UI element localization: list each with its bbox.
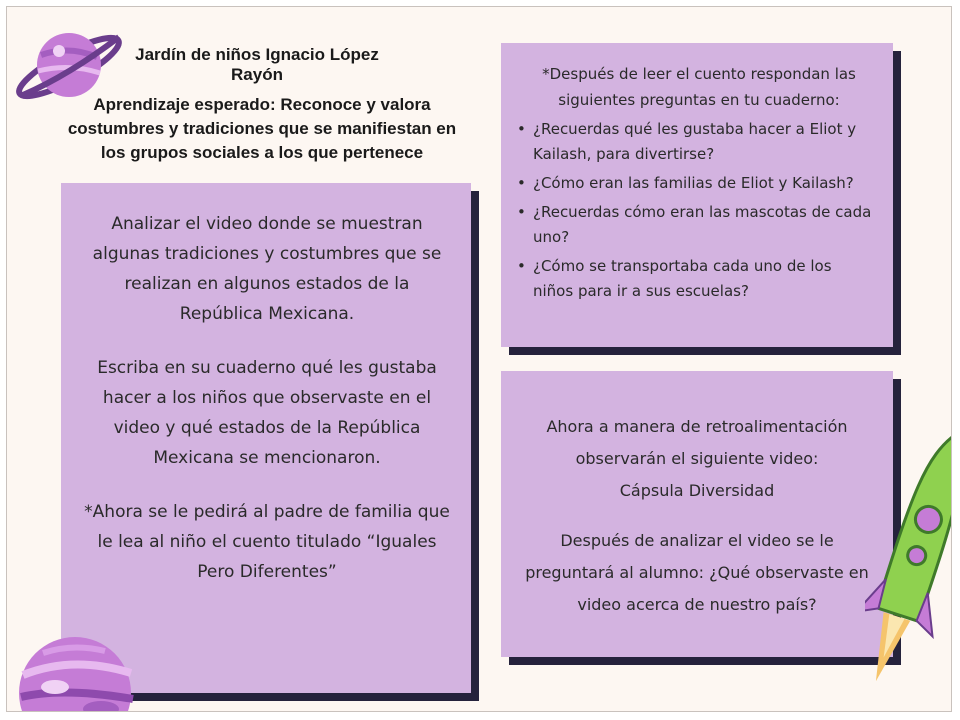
list-item: • ¿Recuerdas qué les gustaba hacer a Eliot y Kailash, para divertirse? — [515, 117, 875, 167]
list-item: • ¿Cómo se transportaba cada uno de los niños para ir a sus escuelas? — [515, 254, 875, 304]
worksheet-page — [6, 6, 952, 712]
video-title: Cápsula Diversidad — [619, 481, 775, 500]
instruction-paragraph: Analizar el video donde se muestran algunas tradiciones y costumbres que se realizan en algunos estados de la República Mexicana. — [92, 214, 442, 324]
rocket-icon — [865, 417, 951, 712]
learning-objective: Aprendizaje esperado: Reconoce y valora costumbres y tradiciones que se manifiestan en los grupos sociales a los que pertenece — [67, 95, 457, 162]
page-title: Jardín de niños Ignacio López Rayón — [135, 45, 379, 84]
list-item: • ¿Recuerdas cómo eran las mascotas de cada uno? — [515, 200, 875, 250]
questions-card — [501, 43, 893, 347]
instruction-paragraph: *Ahora se le pedirá al padre de familia que le lea al niño el cuento titulado “Iguales Pero Diferentes” — [84, 502, 450, 582]
feedback-question: Después de analizar el video se le preguntará al alumno: ¿Qué observaste en video acerca de nuestro país? — [525, 531, 869, 614]
questions-list — [515, 117, 875, 308]
list-item: • ¿Cómo eran las familias de Eliot y Kailash? — [515, 171, 875, 196]
feedback-card — [501, 371, 893, 657]
questions-intro: *Después de leer el cuento respondan las siguientes preguntas en tu cuaderno: — [542, 65, 856, 109]
planet-icon — [13, 613, 143, 712]
instruction-paragraph: Escriba en su cuaderno qué les gustaba hacer a los niños que observaste en el video y qué estados de la República Mexicana se mencionaron. — [97, 358, 437, 468]
feedback-line: Ahora a manera de retroalimentación observarán el siguiente video: — [546, 417, 848, 468]
feedback-intro — [515, 411, 879, 507]
